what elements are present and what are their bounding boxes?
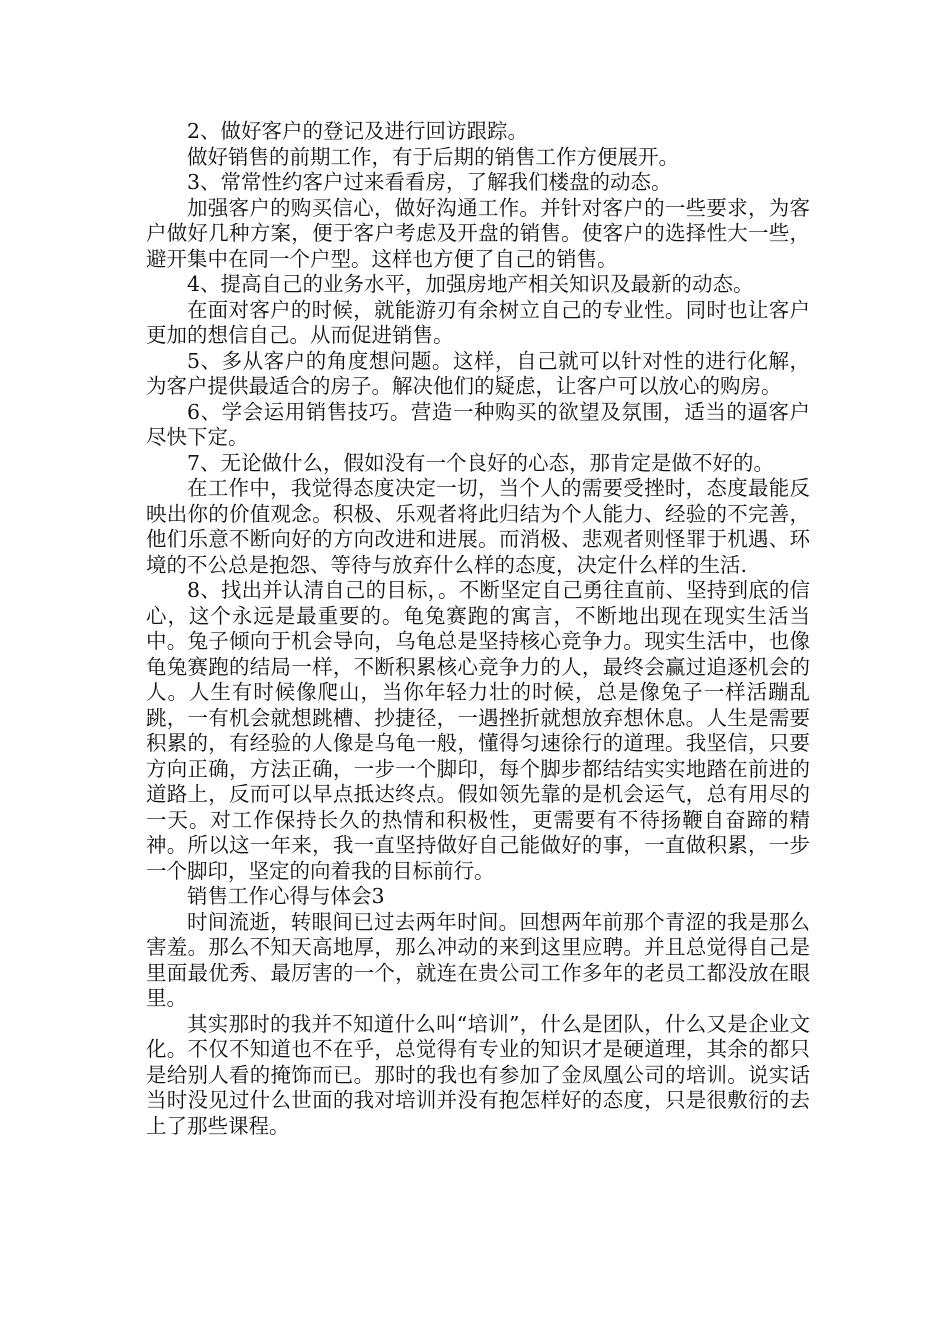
paragraph: 在工作中，我觉得态度决定一切，当个人的需要受挫时，态度最能反映出你的价值观念。积极、乐观者将此归结为个人能力、经验的不完善，他们乐意不断向好的方向改进和进展。而消极、悲观者则怪罪于机遇、环境的不公总是抱怨、等待与放弃什么样的态度，决定什么样的生活. <box>146 476 810 577</box>
section-heading: 销售工作心得与体会3 <box>187 884 385 908</box>
paragraph: 2、做好客户的登记及进行回访跟踪。 <box>187 119 529 143</box>
paragraph: 做好销售的前期工作，有于后期的销售工作方便展开。 <box>187 144 679 169</box>
paragraph: 4、提高自己的业务水平，加强房地产相关知识及最新的动态。 <box>187 272 754 296</box>
document-body <box>146 119 810 1139</box>
paragraph: 时间流逝，转眼间已过去两年时间。回想两年前那个青涩的我是那么害羞。那么不知天高地厚，那么冲动的来到这里应聘。并且总觉得自己是里面最优秀、最厉害的一个，就连在贵公司工作多年的老员工都没放在眼里。 <box>146 909 810 1010</box>
paragraph: 3、常常性约客户过来看看房，了解我们楼盘的动态。 <box>187 170 672 194</box>
paragraph: 在面对客户的时候，就能游刃有余树立自己的专业性。同时也让客户更加的想信自己。从而促进销售。 <box>146 297 810 347</box>
paragraph: 5、多从客户的角度想问题。这样，自己就可以针对性的进行化解，为客户提供最适合的房子。解决他们的疑虑，让客户可以放心的购房。 <box>146 348 810 398</box>
paragraph: 其实那时的我并不知道什么叫“培训”，什么是团队，什么又是企业文化。不仅不知道也不在乎，总觉得有专业的知识才是硬道理，其余的都只是给别人看的掩饰而已。那时的我也有参加了金凤凰公司的培训。说实话当时没见过什么世面的我对培训并没有抱怎样好的态度，只是很敷衍的去上了那些课程。 <box>146 1011 810 1138</box>
paragraph: 8、找出并认清自己的目标，。不断坚定自己勇往直前、坚持到底的信心，这个永远是最重要的。龟兔赛跑的寓言，不断地出现在现实生活当中。兔子倾向于机会导向，乌龟总是坚持核心竞争力。现实生活中，也像龟兔赛跑的结局一样，不断积累核心竞争力的人，最终会赢过追逐机会的人。人生有时候像爬山，当你年轻力壮的时候，总是像兔子一样活蹦乱跳，一有机会就想跳槽、抄捷径，一遇挫折就想放弃想休息。人生是需要积累的，有经验的人像是乌龟一般，懂得匀速徐行的道理。我坚信，只要方向正确，方法正确，一步一个脚印，每个脚步都结结实实地踏在前进的道路上，反而可以早点抵达终点。假如领先靠的是机会运气，总有用尽的一天。对工作保持长久的热情和积极性，更需要有不待扬鞭自奋蹄的精神。所以这一年来，我一直坚持做好自己能做好的事，一直做积累，一步一个脚印，坚定的向着我的目标前行。 <box>146 578 810 883</box>
paragraph: 7、无论做什么，假如没有一个良好的心态，那肯定是做不好的。 <box>187 450 775 475</box>
paragraph: 加强客户的购买信心，做好沟通工作。并针对客户的一些要求，为客户做好几种方案，便于客户考虑及开盘的销售。使客户的选择性大一些，避开集中在同一个户型。这样也方便了自己的销售。 <box>146 195 810 271</box>
paragraph: 6、学会运用销售技巧。营造一种购买的欲望及氛围，适当的逼客户尽快下定。 <box>146 399 810 449</box>
